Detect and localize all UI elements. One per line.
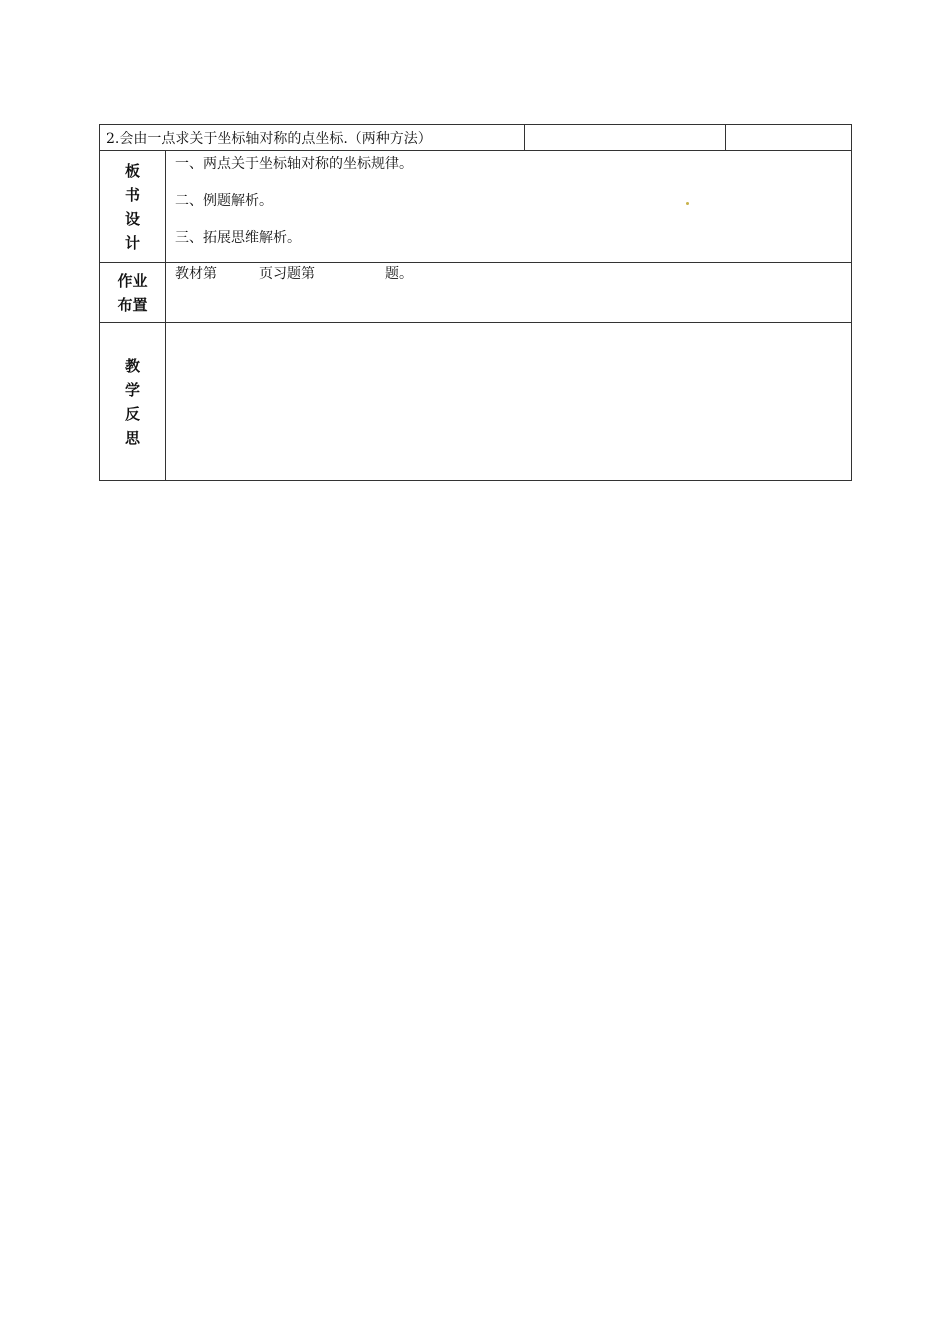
board-design-row (100, 151, 852, 263)
board-design-label-line2: 设 计 (124, 209, 149, 252)
reflection-label (100, 323, 166, 481)
homework-content (166, 263, 852, 323)
lesson-plan-table (99, 124, 852, 481)
board-design-label (100, 151, 166, 263)
objective-cell-2 (525, 125, 726, 151)
reflection-row (100, 323, 852, 481)
board-design-content (166, 151, 852, 263)
objective-cell-3 (726, 125, 852, 151)
reflection-label-line1: 教 学 (124, 356, 149, 399)
homework-label-line2: 布置 (117, 295, 148, 314)
homework-part-2: 页习题第 (259, 266, 315, 282)
board-design-label-line1: 板 书 (124, 161, 149, 204)
reflection-content (166, 323, 852, 481)
homework-label (100, 263, 166, 323)
board-item-1: 一、两点关于坐标轴对称的坐标规律。 (175, 156, 413, 172)
objective-text: 2.会由一点求关于坐标轴对称的点坐标.（两种方法） (100, 125, 525, 151)
stray-dot-mark (686, 202, 689, 205)
homework-part-1: 教材第 (175, 266, 217, 282)
homework-row (100, 263, 852, 323)
board-item-3: 三、拓展思维解析。 (175, 230, 301, 246)
homework-part-3: 题。 (385, 266, 413, 282)
board-item-2: 二、例题解析。 (175, 193, 273, 209)
reflection-label-line2: 反 思 (124, 404, 149, 447)
homework-label-line1: 作业 (117, 271, 148, 290)
objective-row (100, 125, 852, 151)
